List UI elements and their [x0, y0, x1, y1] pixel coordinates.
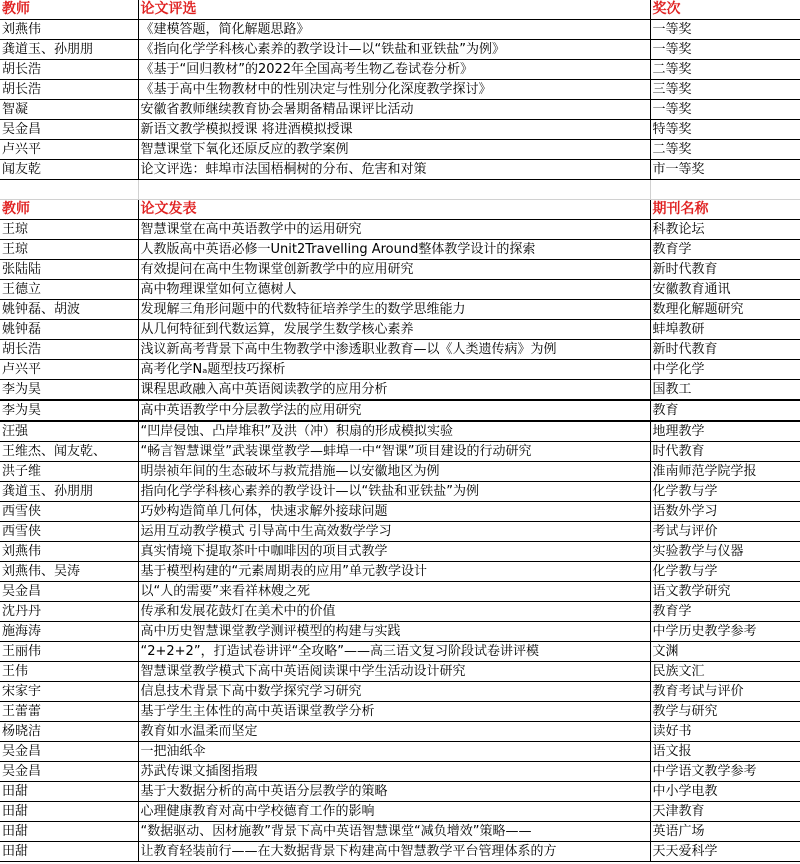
cell-title[interactable]: 《基于高中生物教材中的性别决定与性别分化深度教学探讨》 [138, 80, 650, 100]
cell-third[interactable]: 教育考试与评价 [650, 682, 800, 702]
header-journal-name[interactable]: 期刊名称 [650, 200, 800, 220]
table-row [0, 462, 800, 482]
table-row [0, 802, 800, 822]
cell-title[interactable]: 新语文教学模拟授课 将进酒模拟授课 [138, 120, 650, 140]
cell-title[interactable]: 高中英语教学中分层教学法的应用研究 [138, 400, 650, 421]
cell-third[interactable]: 语文报 [650, 742, 800, 762]
cell-teacher[interactable]: 洪子维 [0, 462, 138, 482]
cell-title[interactable]: 智慧课堂下氧化还原反应的教学案例 [138, 140, 650, 160]
cell-title[interactable]: 《基于“回归教材”的2022年全国高考生物乙卷试卷分析》 [138, 60, 650, 80]
cell-teacher[interactable]: 田甜 [0, 842, 138, 862]
table-row [0, 762, 800, 782]
cell-teacher[interactable]: 吴金昌 [0, 762, 138, 782]
cell-teacher[interactable]: 李为昊 [0, 400, 138, 421]
cell-teacher[interactable]: 姚钟磊、胡波 [0, 300, 138, 320]
cell-teacher[interactable]: 王伟 [0, 662, 138, 682]
cell-teacher[interactable]: 田甜 [0, 782, 138, 802]
empty-cell[interactable] [138, 180, 650, 200]
cell-third[interactable]: 安徽教育通讯 [650, 280, 800, 300]
cell-third[interactable]: 新时代教育 [650, 340, 800, 360]
cell-third[interactable]: 新时代教育 [650, 260, 800, 280]
cell-teacher[interactable]: 王琼 [0, 220, 138, 240]
cell-teacher[interactable]: 王琼 [0, 240, 138, 260]
cell-teacher[interactable]: 沈丹丹 [0, 602, 138, 622]
header-paper-selection[interactable]: 论文评选 [138, 0, 650, 20]
empty-cell[interactable] [650, 180, 800, 200]
cell-third[interactable]: 读好书 [650, 722, 800, 742]
cell-title[interactable]: 人教版高中英语必修一Unit2Travelling Around整体教学设计的探索 [138, 240, 650, 260]
cell-title[interactable]: 浅议新高考背景下高中生物教学中渗透职业教育—以《人类遗传病》为例 [138, 340, 650, 360]
cell-third[interactable]: 特等奖 [650, 120, 800, 140]
cell-teacher[interactable]: 西雪侠 [0, 522, 138, 542]
cell-teacher[interactable]: 田甜 [0, 822, 138, 842]
table-row [0, 842, 800, 862]
table-row [0, 782, 800, 802]
table-row [0, 642, 800, 662]
cell-third[interactable]: 天天爱科学 [650, 842, 800, 862]
cell-title[interactable]: 《指向化学学科核心素养的教学设计—以“铁盐和亚铁盐”为例》 [138, 40, 650, 60]
cell-teacher[interactable]: 吴金昌 [0, 582, 138, 602]
cell-title[interactable]: “2+2+2”，打造试卷讲评“全攻略”——高三语文复习阶段试卷讲评模 [138, 642, 650, 662]
cell-third[interactable]: 一等奖 [650, 20, 800, 40]
cell-third[interactable]: 语数外学习 [650, 502, 800, 522]
cell-teacher[interactable]: 龚道玉、孙朋朋 [0, 40, 138, 60]
cell-third[interactable]: 化学教与学 [650, 562, 800, 582]
table-row [0, 60, 800, 80]
table-row [0, 822, 800, 842]
cell-teacher[interactable]: 刘燕伟 [0, 542, 138, 562]
table-row [0, 380, 800, 401]
cell-title[interactable]: 让教育轻装前行——在大数据背景下构建高中智慧教学平台管理体系的方 [138, 842, 650, 862]
cell-third[interactable]: 中学语文教学参考 [650, 762, 800, 782]
header-row-awards [0, 0, 800, 20]
table-row [0, 20, 800, 40]
table-row [0, 220, 800, 240]
cell-third[interactable]: 一等奖 [650, 40, 800, 60]
cell-third[interactable]: 考试与评价 [650, 522, 800, 542]
table-row [0, 360, 800, 380]
cell-title[interactable]: 巧妙构造简单几何体，快速求解外接球问题 [138, 502, 650, 522]
cell-title[interactable]: 高考化学Nₐ题型技巧探析 [138, 360, 650, 380]
table-row [0, 562, 800, 582]
cell-teacher[interactable]: 龚道玉、孙朋朋 [0, 482, 138, 502]
cell-title[interactable]: 课程思政融入高中英语阅读教学的应用分析 [138, 380, 650, 401]
table-row [0, 160, 800, 180]
cell-teacher[interactable]: 胡长浩 [0, 60, 138, 80]
header-teacher-2[interactable]: 教师 [0, 200, 138, 220]
table-row [0, 140, 800, 160]
cell-third[interactable]: 时代教育 [650, 442, 800, 462]
cell-teacher[interactable]: 宋家宇 [0, 682, 138, 702]
empty-cell[interactable] [0, 180, 138, 200]
table-row [0, 542, 800, 562]
cell-third[interactable]: 科教论坛 [650, 220, 800, 240]
cell-teacher[interactable]: 王维杰、闻友乾、 [0, 442, 138, 462]
cell-title[interactable]: 基于学生主体性的高中英语课堂教学分析 [138, 702, 650, 722]
cell-title[interactable]: 信息技术背景下高中数学探究学习研究 [138, 682, 650, 702]
table-row [0, 100, 800, 120]
table-row [0, 602, 800, 622]
table-row [0, 522, 800, 542]
cell-teacher[interactable]: 张陆陆 [0, 260, 138, 280]
table-row [0, 662, 800, 682]
cell-title[interactable]: 指向化学学科核心素养的教学设计—以“铁盐和亚铁盐”为例 [138, 482, 650, 502]
cell-third[interactable]: 实验教学与仪器 [650, 542, 800, 562]
cell-title[interactable]: 智慧课堂教学模式下高中英语阅读课中学生活动设计研究 [138, 662, 650, 682]
cell-title[interactable]: 真实情境下提取茶叶中咖啡因的项目式教学 [138, 542, 650, 562]
table-row [0, 280, 800, 300]
cell-title[interactable]: 一把油纸伞 [138, 742, 650, 762]
table-row [0, 421, 800, 442]
cell-title[interactable]: 教育如水温柔而坚定 [138, 722, 650, 742]
cell-teacher[interactable]: 姚钟磊 [0, 320, 138, 340]
cell-third[interactable]: 英语广场 [650, 822, 800, 842]
cell-third[interactable]: 中学历史教学参考 [650, 622, 800, 642]
cell-third[interactable]: 一等奖 [650, 100, 800, 120]
cell-third[interactable]: 文渊 [650, 642, 800, 662]
cell-third[interactable]: 教育学 [650, 240, 800, 260]
spacer-row [0, 180, 800, 200]
table-row [0, 340, 800, 360]
cell-third[interactable]: 天津教育 [650, 802, 800, 822]
cell-teacher[interactable]: 吴金昌 [0, 742, 138, 762]
table-row [0, 442, 800, 462]
cell-teacher[interactable]: 闻友乾 [0, 160, 138, 180]
cell-third[interactable]: 地理教学 [650, 421, 800, 442]
cell-third[interactable]: 市一等奖 [650, 160, 800, 180]
cell-third[interactable]: 二等奖 [650, 60, 800, 80]
cell-teacher[interactable]: 王丽伟 [0, 642, 138, 662]
cell-title[interactable]: “畅言智慧课堂”武装课堂教学—蚌埠一中“智课”项目建设的行动研究 [138, 442, 650, 462]
cell-teacher[interactable]: 汪强 [0, 421, 138, 442]
cell-title[interactable]: 发现解三角形问题中的代数特征培养学生的数学思维能力 [138, 300, 650, 320]
cell-third[interactable]: 数理化解题研究 [650, 300, 800, 320]
cell-title[interactable]: 有效提问在高中生物课堂创新教学中的应用研究 [138, 260, 650, 280]
cell-third[interactable]: 化学教与学 [650, 482, 800, 502]
table-row [0, 622, 800, 642]
table-row [0, 240, 800, 260]
table-row [0, 300, 800, 320]
cell-third[interactable]: 教育 [650, 400, 800, 421]
table-row [0, 582, 800, 602]
cell-third[interactable]: 三等奖 [650, 80, 800, 100]
cell-teacher[interactable]: 李为昊 [0, 380, 138, 401]
cell-third[interactable]: 淮南师范学院学报 [650, 462, 800, 482]
cell-title[interactable]: 传承和发展花鼓灯在美术中的价值 [138, 602, 650, 622]
cell-title[interactable]: 运用互动教学模式 引导高中生高效数学学习 [138, 522, 650, 542]
cell-title[interactable]: 《建模答题，简化解题思路》 [138, 20, 650, 40]
cell-third[interactable]: 中小学电教 [650, 782, 800, 802]
cell-third[interactable]: 国教工 [650, 380, 800, 401]
cell-title[interactable]: “凹岸侵蚀、凸岸堆积”及洪（冲）积扇的形成模拟实验 [138, 421, 650, 442]
cell-teacher[interactable]: 刘燕伟、吴涛 [0, 562, 138, 582]
cell-title[interactable]: 基于大数据分析的高中英语分层教学的策略 [138, 782, 650, 802]
cell-teacher[interactable]: 王德立 [0, 280, 138, 300]
cell-title[interactable]: 苏武传课文插图指瑕 [138, 762, 650, 782]
cell-teacher[interactable]: 卢兴平 [0, 360, 138, 380]
cell-teacher[interactable]: 胡长浩 [0, 80, 138, 100]
cell-teacher[interactable]: 王蕾蕾 [0, 702, 138, 722]
cell-title[interactable]: 高中历史智慧课堂教学测评模型的构建与实践 [138, 622, 650, 642]
cell-title[interactable]: 明崇祯年间的生态破坏与救荒措施—以安徽地区为例 [138, 462, 650, 482]
cell-title[interactable]: 安徽省教师继续教育协会暑期备精品课评比活动 [138, 100, 650, 120]
cell-third[interactable]: 语文教学研究 [650, 582, 800, 602]
cell-teacher[interactable]: 杨晓洁 [0, 722, 138, 742]
cell-title[interactable]: 以“人的需要”来看祥林嫂之死 [138, 582, 650, 602]
cell-title[interactable]: “数据驱动、因材施教”背景下高中英语智慧课堂“减负增效”策略—— [138, 822, 650, 842]
cell-teacher[interactable]: 田甜 [0, 802, 138, 822]
table-row [0, 80, 800, 100]
cell-teacher[interactable]: 施海涛 [0, 622, 138, 642]
table-row [0, 682, 800, 702]
cell-third[interactable]: 教育学 [650, 602, 800, 622]
table-row [0, 722, 800, 742]
table-row [0, 742, 800, 762]
cell-third[interactable]: 二等奖 [650, 140, 800, 160]
cell-title[interactable]: 论文评选：蚌埠市法国梧桐树的分布、危害和对策 [138, 160, 650, 180]
header-teacher[interactable]: 教师 [0, 0, 138, 20]
table-row [0, 400, 800, 421]
header-row-publications [0, 200, 800, 220]
cell-title[interactable]: 智慧课堂在高中英语教学中的运用研究 [138, 220, 650, 240]
cell-third[interactable]: 中学化学 [650, 360, 800, 380]
table-row [0, 320, 800, 340]
table-row [0, 502, 800, 522]
cell-teacher[interactable]: 卢兴平 [0, 140, 138, 160]
header-paper-published[interactable]: 论文发表 [138, 200, 650, 220]
table-row [0, 482, 800, 502]
cell-third[interactable]: 蚌埠教研 [650, 320, 800, 340]
cell-third[interactable]: 教学与研究 [650, 702, 800, 722]
cell-teacher[interactable]: 胡长浩 [0, 340, 138, 360]
cell-teacher[interactable]: 智凝 [0, 100, 138, 120]
cell-third[interactable]: 民族文汇 [650, 662, 800, 682]
cell-teacher[interactable]: 吴金昌 [0, 120, 138, 140]
cell-teacher[interactable]: 西雪侠 [0, 502, 138, 522]
cell-title[interactable]: 从几何特征到代数运算，发展学生数学核心素养 [138, 320, 650, 340]
table-row [0, 260, 800, 280]
header-award[interactable]: 奖次 [650, 0, 800, 20]
table-row [0, 702, 800, 722]
cell-title[interactable]: 高中物理课堂如何立德树人 [138, 280, 650, 300]
cell-title[interactable]: 基于模型构建的“元素周期表的应用”单元教学设计 [138, 562, 650, 582]
table-row [0, 40, 800, 60]
cell-teacher[interactable]: 刘燕伟 [0, 20, 138, 40]
table-row [0, 120, 800, 140]
cell-title[interactable]: 心理健康教育对高中学校德育工作的影响 [138, 802, 650, 822]
